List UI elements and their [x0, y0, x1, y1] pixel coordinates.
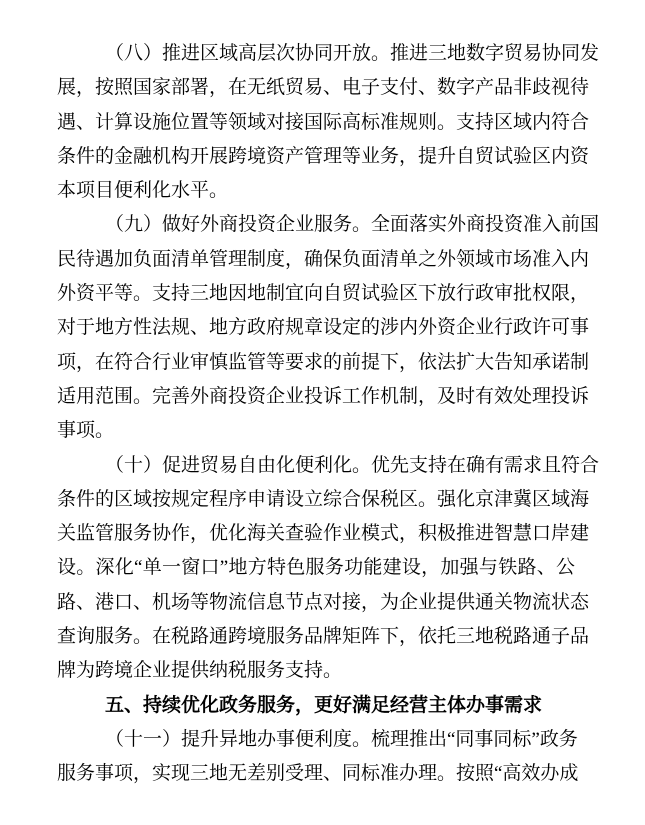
- text-line: （十）促进贸易自由化便利化。优先支持在确有需求且符合: [105, 454, 600, 476]
- text-line: 适用范围。完善外商投资企业投诉工作机制，及时有效处理投诉: [57, 385, 590, 407]
- text-line: 设。深化“单一窗口”地方特色服务功能建设，加强与铁路、公: [57, 557, 575, 579]
- text-line: 民待遇加负面清单管理制度，确保负面清单之外领域市场准入内: [57, 248, 590, 270]
- text-line: 对于地方性法规、地方政府规章设定的涉内外资企业行政许可事: [57, 317, 590, 339]
- paragraph-section-11: [57, 723, 579, 792]
- text-line: 关监管服务协作，优化海关查验作业模式，积极推进智慧口岸建: [57, 523, 590, 545]
- text-line: 条件的区域按规定程序申请设立综合保税区。强化京津冀区域海: [57, 488, 590, 510]
- text-line: 项，在符合行业审慎监管等要求的前提下，依法扩大告知承诺制: [57, 351, 590, 373]
- paragraph-section-8: [57, 37, 600, 208]
- text-line: 事项。: [57, 420, 115, 442]
- text-line: （十一）提升异地办事便利度。梳理推出“同事同标”政务: [105, 728, 578, 750]
- text-line: 路、港口、机场等物流信息节点对接，为企业提供通关物流状态: [57, 591, 590, 613]
- text-line: 牌为跨境企业提供纳税服务支持。: [57, 660, 343, 682]
- section-heading: 五、持续优化政务服务，更好满足经营主体办事需求: [105, 694, 543, 716]
- paragraph-section-10: [57, 449, 600, 689]
- text-line: 条件的金融机构开展跨境资产管理等业务，提升自贸试验区内资: [57, 145, 590, 167]
- text-line: 本项目便利化水平。: [57, 180, 229, 202]
- text-line: 遇、计算设施位置等领域对接国际高标准规则。支持区域内符合: [57, 111, 590, 133]
- text-line: （八）推进区域高层次协同开放。推进三地数字贸易协同发: [105, 43, 600, 64]
- text-line: 查询服务。在税路通跨境服务品牌矩阵下，依托三地税路通子品: [57, 626, 590, 648]
- text-line: 服务事项，实现三地无差别受理、同标准办理。按照“高效办成: [57, 763, 579, 785]
- text-line: 外资平等。支持三地因地制宜向自贸试验区下放行政审批权限，: [57, 283, 590, 305]
- text-line: 展，按照国家部署，在无纸贸易、电子支付、数字产品非歧视待: [57, 77, 590, 99]
- text-line: （九）做好外商投资企业服务。全面落实外商投资准入前国: [105, 214, 600, 236]
- paragraph-section-9: [57, 208, 600, 448]
